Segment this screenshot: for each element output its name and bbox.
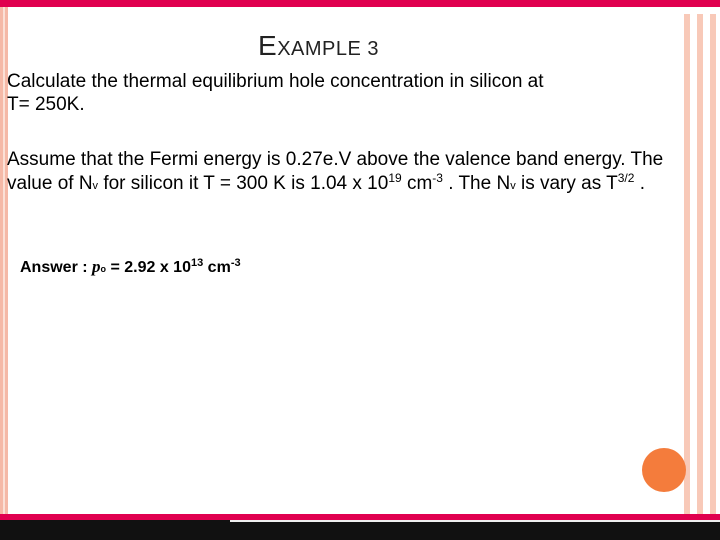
right-decor-strip — [710, 14, 716, 517]
bottom-bar-highlight — [230, 520, 720, 522]
answer-symbol: p — [92, 257, 101, 276]
assumption-paragraph — [7, 148, 679, 198]
slide-title — [258, 30, 379, 62]
answer-symbol-subscript: o — [100, 264, 107, 274]
superscript-19: 19 — [388, 171, 402, 185]
title-first-letter: E — [258, 30, 278, 61]
subscript-v: v — [510, 180, 516, 192]
bottom-dark-bar — [0, 520, 720, 540]
answer-unit: cm — [203, 259, 231, 276]
top-accent-bar — [0, 0, 720, 7]
assumption-text: . The N — [442, 173, 511, 194]
assumption-text: . — [634, 173, 645, 194]
answer-exponent: 13 — [190, 257, 204, 269]
answer-unit-exponent: -3 — [230, 257, 241, 269]
assumption-text: for silicon it T = 300 K is 1.04 x 10 — [98, 173, 389, 194]
assumption-text: cm — [401, 173, 433, 194]
problem-statement — [7, 70, 677, 116]
right-decor-strip — [697, 14, 703, 517]
left-decor-strip-inner — [3, 7, 5, 517]
answer-value: = 2.92 x 10 — [106, 259, 191, 276]
superscript-minus-3: -3 — [432, 171, 443, 185]
problem-line-2: T= 250K. — [7, 94, 85, 115]
right-decor-strip — [684, 14, 690, 517]
orange-circle-decor — [642, 448, 686, 492]
answer-label: Answer : — [20, 259, 93, 276]
superscript-3-2: 3/2 — [617, 171, 635, 185]
problem-line-1: Calculate the thermal equilibrium hole concentration in silicon at — [7, 71, 544, 92]
answer-line — [20, 257, 241, 277]
assumption-text: Assume that the Fermi energy is 0.27e.V above the valence band energy. The value of N — [7, 149, 664, 194]
assumption-text: is vary as T — [515, 173, 618, 194]
title-rest: XAMPLE 3 — [277, 38, 380, 60]
subscript-v: v — [92, 180, 99, 192]
